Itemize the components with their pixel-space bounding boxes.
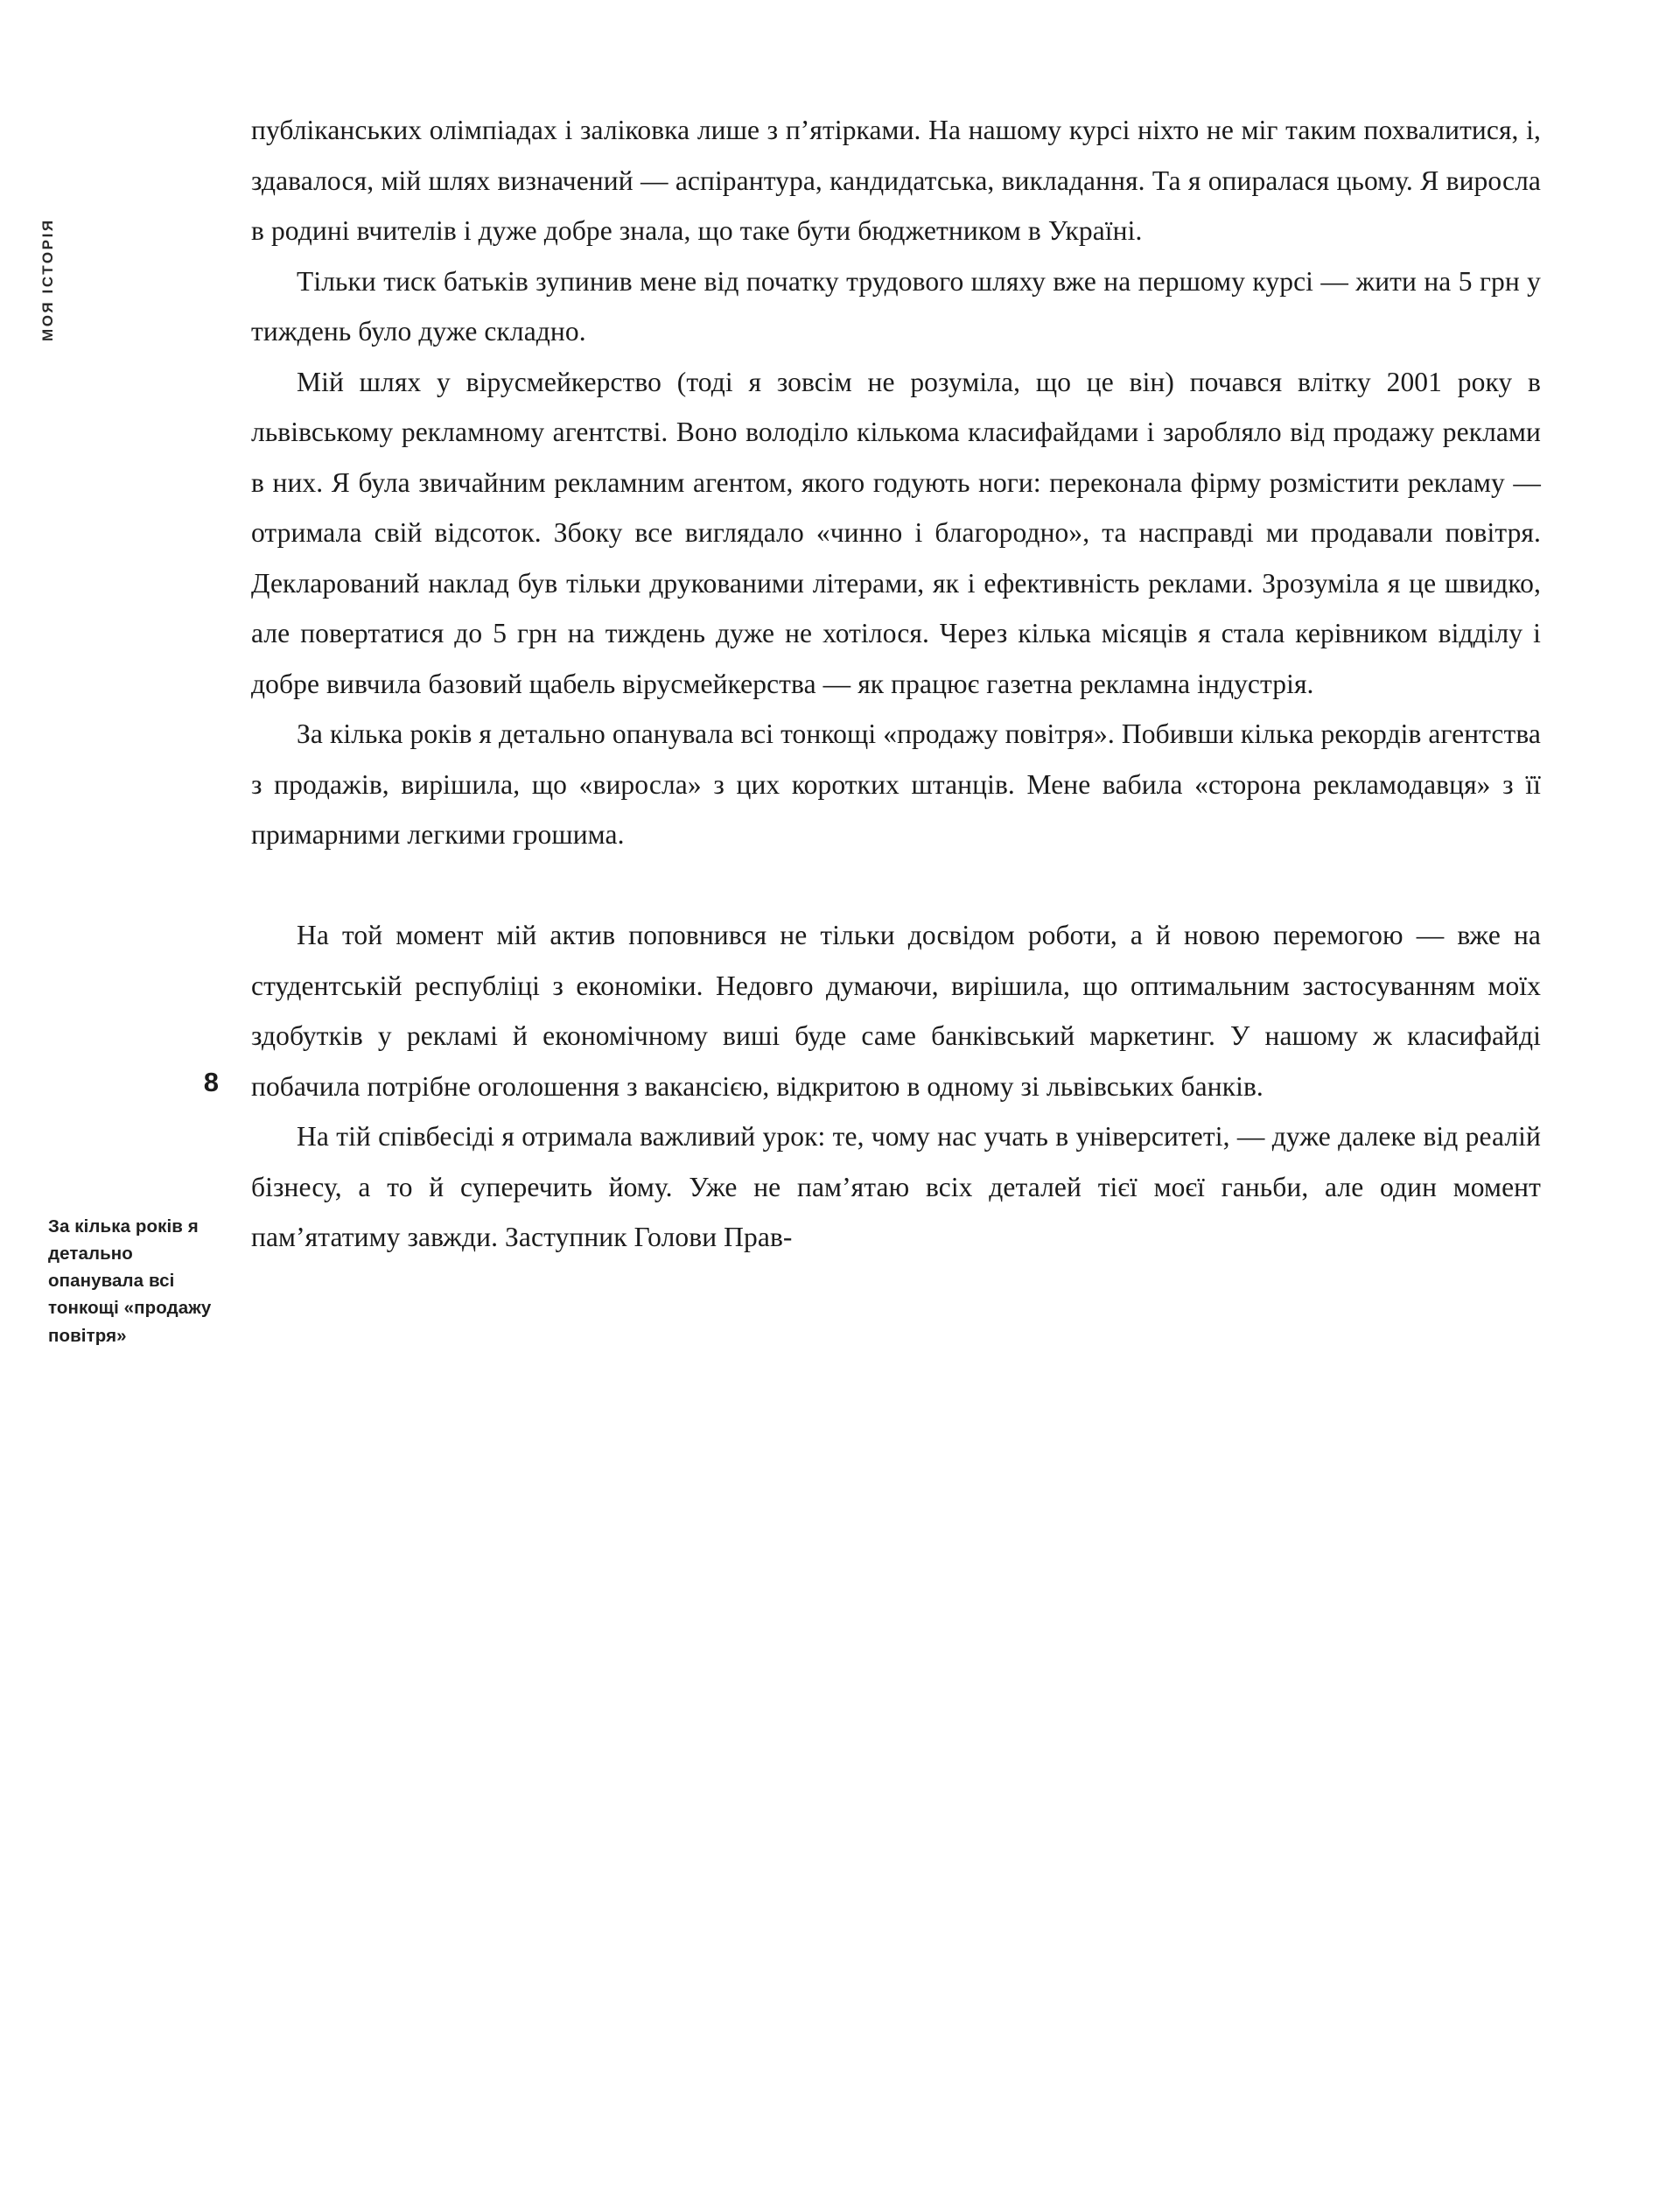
body-paragraph: За кілька років я детально опанувала всі тонкощі «продажу повітря». Побивши кілька рекордів агентства з продажів, вирішила, що «виросла» з цих коротких штанців. Мене вабила «сторона рекламодавця» з її примарними легкими грошима. xyxy=(251,718,1541,850)
left-margin-column xyxy=(0,0,251,2193)
body-paragraph: Тільки тиск батьків зупинив мене від початку трудового шляху вже на першому курсі — жити на 5 грн у тиждень було дуже складно. xyxy=(251,265,1541,347)
page-number: 8 xyxy=(203,1067,219,1097)
body-paragraph: На той момент мій актив поповнився не тільки досвідом роботи, а й новою перемогою — вже на студентській республіці з економіки. Недовго думаючи, вирішила, що оптимальним застосуванням моїх здобутків у рекламі й економічному виші буде саме банківський маркетинг. У нашому ж класифайді побачила потрібне оголошення з вакансією, відкритою в одному зі львівських банків. xyxy=(251,920,1541,1102)
body-paragraph: публіканських олімпіадах і заліковка лише з п’ятірками. На нашому курсі ніхто не міг таким похвалитися, і, здавалося, мій шлях визначений — аспірантура, кандидатська, викладання. Та я опиралася цьому. Я виросла в родині вчителів і дуже добре знала, що таке бути бюджетником в Україні. xyxy=(251,115,1541,246)
running-head: МОЯ ІСТОРІЯ xyxy=(39,218,56,341)
margin-pull-quote: За кілька років я детально опанувала всі тонкощі «продажу повітря» xyxy=(48,1216,212,1346)
body-paragraph: Мій шлях у вірусмейкерство (тоді я зовсім не розуміла, що це він) почався влітку 2001 року в львівському рекламному агентстві. Воно володіло кількома класифайдами і заробляло від продажу реклами в них. Я була звичайним рекламним агентом, якого годують ноги: переконала фірму розмістити рекламу — отримала свій відсоток. Збоку все виглядало «чинно і благородно», та насправді ми продавали повітря. Декларований наклад був тільки друкованими літерами, як і ефективність реклами. Зрозуміла я це швидко, але повертатися до 5 грн на тиждень дуже не хотілося. Через кілька місяців я стала керівником відділу і добре вивчила базовий щабель вірусмейкерства — як працює газетна рекламна індустрія. xyxy=(251,366,1541,699)
body-paragraph: На тій співбесіді я отримала важливий урок: те, чому нас учать в університеті, — дуже далеке від реалій бізнесу, а то й суперечить йому. Уже не пам’ятаю всіх деталей тієї моєї ганьби, але один момент пам’ятатиму завжди. Заступник Голови Прав- xyxy=(251,1121,1541,1252)
body-text-column xyxy=(251,105,1541,1263)
